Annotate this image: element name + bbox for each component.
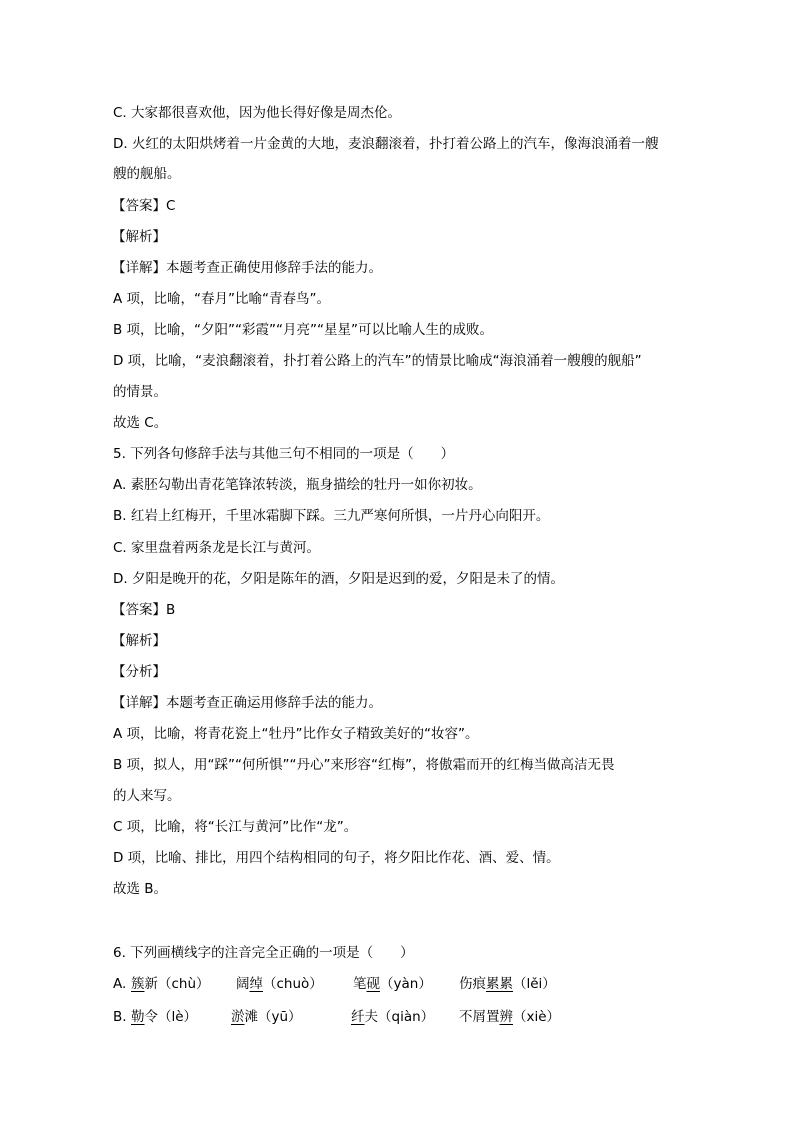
- q4-option-d: D. 火红的太阳烘烤着一片金黄的大地，麦浪翻滚着，扑打着公路上的汽车，像海浪涌着一艘: [113, 136, 659, 152]
- q5-explain-a: A 项，比喻，将青花瓷上“牡丹”比作女子精致美好的“妆容”。: [113, 726, 479, 742]
- pinyin-text: （lěi）: [513, 976, 556, 992]
- pinyin-text: （chuò）: [263, 976, 323, 992]
- underlined-char: 勒: [131, 1009, 145, 1025]
- plain-char: 笔: [353, 976, 367, 992]
- q5-explain-b-cont: 的人来写。: [113, 788, 181, 804]
- q5-stem: 5. 下列各句修辞手法与其他三句不相同的一项是（ ）: [113, 446, 455, 462]
- underlined-char: 砚: [366, 976, 380, 992]
- pinyin-text: （yàn）: [380, 976, 432, 992]
- q4-explain-d-cont: 的情景。: [113, 384, 167, 400]
- q5-explain-d: D 项，比喻、排比，用四个结构相同的句子，将夕阳比作花、酒、爱、情。: [113, 850, 560, 866]
- q4-explain-a: A 项，比喻，“春月”比喻“青春鸟”。: [113, 291, 331, 307]
- q5-analysis-heading: 【解析】: [112, 633, 166, 649]
- q4-explain-b: B 项，比喻，“夕阳”“彩霞”“月亮”“星星”可以比喻人生的成败。: [113, 322, 494, 338]
- q5-analysis-sub: 【分析】: [112, 664, 166, 680]
- underlined-char: 累累: [486, 976, 513, 992]
- q6-option-b-item3: [351, 1007, 434, 1027]
- q6-option-b-item2: [231, 1007, 302, 1027]
- q5-detail: 【详解】本题考查正确运用修辞手法的能力。: [112, 695, 382, 711]
- underlined-char: 纤: [351, 1009, 365, 1025]
- underlined-char: 淤: [231, 1009, 245, 1025]
- q4-option-c: C. 大家都很喜欢他，因为他长得好像是周杰伦。: [113, 105, 402, 121]
- q5-option-d: D. 夕阳是晚开的花，夕阳是陈年的酒，夕阳是迟到的爱，夕阳是未了的情。: [113, 571, 564, 587]
- q5-explain-b: B 项，拟人，用“踩”“何所惧”“丹心”来形容“红梅”，将傲霜而开的红梅当做高洁无畏: [113, 757, 615, 773]
- q6-option-a-label: A.: [113, 976, 127, 992]
- q5-explain-c: C 项，比喻，将“长江与黄河”比作“龙”。: [113, 819, 358, 835]
- q6-option-b-item4: [459, 1007, 560, 1027]
- pinyin-text: 夫（qiàn）: [364, 1009, 435, 1025]
- pinyin-text: 滩（yū）: [244, 1009, 302, 1025]
- pinyin-text: 新（chù）: [144, 976, 210, 992]
- q5-option-c: C. 家里盘着两条龙是长江与黄河。: [113, 540, 321, 556]
- plain-char: 不屑置: [459, 1009, 500, 1025]
- q6-stem: 6. 下列画横线字的注音完全正确的一项是（ ）: [113, 945, 414, 961]
- q4-choose: 故选 C。: [113, 415, 168, 431]
- pinyin-text: 令（lè）: [144, 1009, 198, 1025]
- q5-choose: 故选 B。: [113, 881, 168, 897]
- q6-option-a-item1: [131, 974, 210, 994]
- q6-option-a-item2: [236, 974, 323, 994]
- underlined-char: 簇: [131, 976, 145, 992]
- pinyin-text: （xiè）: [513, 1009, 561, 1025]
- underlined-char: 绰: [249, 976, 263, 992]
- q4-analysis-heading: 【解析】: [112, 229, 166, 245]
- q4-detail: 【详解】本题考查正确使用修辞手法的能力。: [112, 260, 382, 276]
- q4-explain-d: D 项，比喻，“麦浪翻滚着，扑打着公路上的汽车”的情景比喻成“海浪涌着一艘艘的舰船”: [113, 353, 642, 369]
- underlined-char: 辨: [499, 1009, 513, 1025]
- q4-answer: 【答案】C: [112, 198, 176, 214]
- plain-char: 伤痕: [459, 976, 486, 992]
- plain-char: 阔: [236, 976, 250, 992]
- q5-option-b: B. 红岩上红梅开，千里冰霜脚下踩。三九严寒何所惧，一片丹心向阳开。: [113, 508, 550, 524]
- q6-option-a-item4: [459, 974, 556, 994]
- q4-option-d-cont: 艘的舰船。: [113, 166, 181, 182]
- q6-option-b-item1: [131, 1007, 197, 1027]
- q5-option-a: A. 素胚勾勒出青花笔锋浓转淡，瓶身描绘的牡丹一如你初妆。: [113, 477, 482, 493]
- q6-option-a-item3: [353, 974, 432, 994]
- q5-answer: 【答案】B: [112, 602, 176, 618]
- q6-option-b-label: B.: [113, 1009, 127, 1025]
